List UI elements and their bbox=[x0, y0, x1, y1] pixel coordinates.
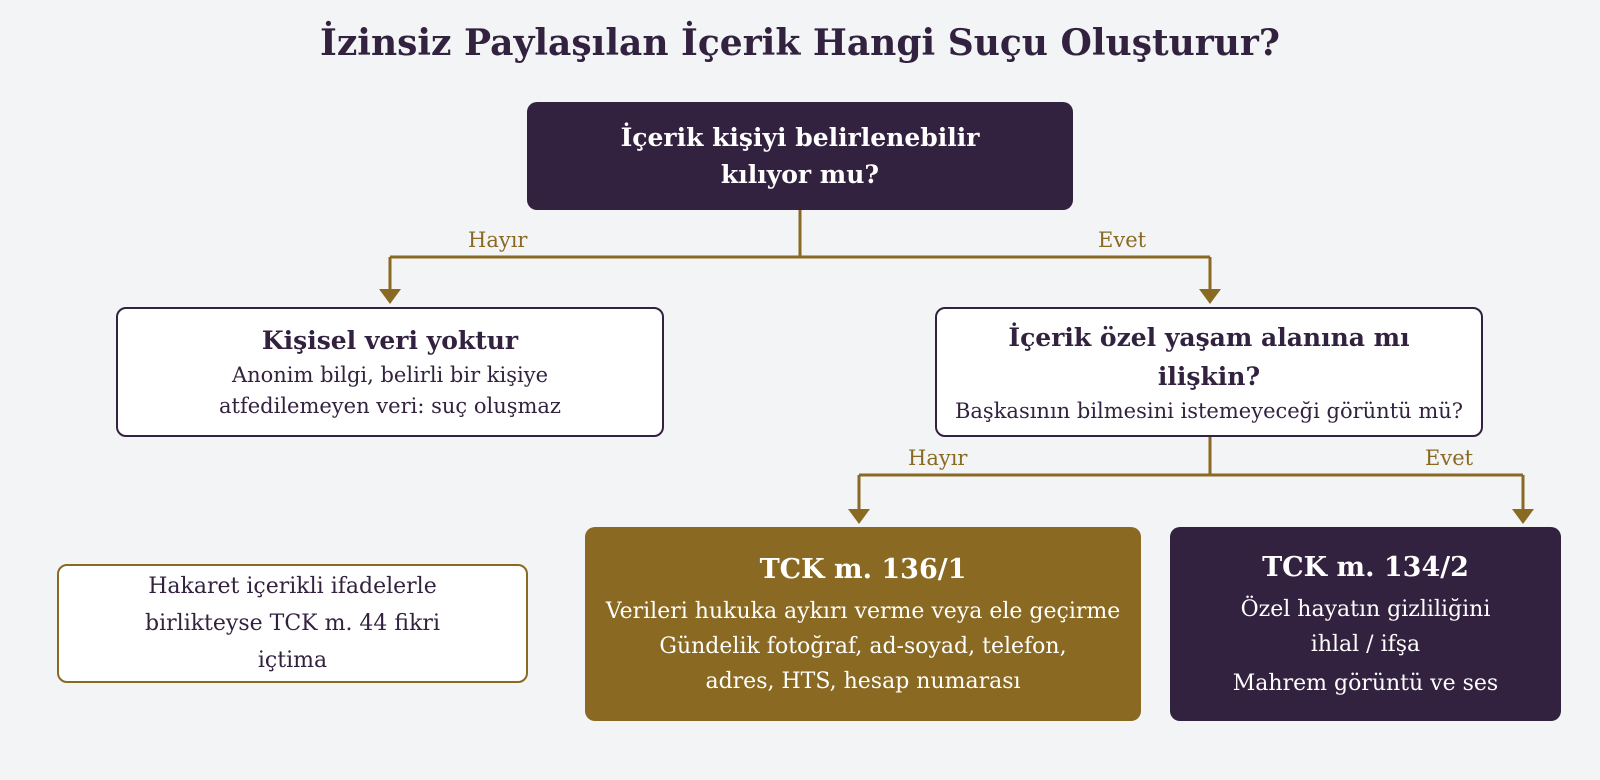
root-question-node bbox=[527, 102, 1073, 210]
note-text: Hakaret içerikli ifadelerle birlikteyse TCK m. 44 fikri içtima bbox=[145, 574, 440, 673]
arrow-no-data bbox=[379, 289, 401, 304]
branch-label-privacy-no: Hayır bbox=[908, 446, 968, 470]
tck-134-node bbox=[1170, 527, 1561, 721]
tck-136-node bbox=[585, 527, 1141, 721]
no-personal-data-title: Kişisel veri yoktur bbox=[261, 326, 519, 355]
branch-label-root-yes: Evet bbox=[1098, 228, 1147, 252]
arrow-tck134 bbox=[1512, 509, 1534, 524]
tck-136-examples: Gündelik fotoğraf, ad-soyad, telefon, adres, HTS, hesap numarası bbox=[659, 633, 1067, 694]
arrow-tck136 bbox=[848, 509, 870, 524]
note-box bbox=[57, 564, 528, 683]
privacy-question-title: İçerik özel yaşam alanına mı ilişkin? bbox=[1008, 322, 1410, 391]
no-personal-data-description: Anonim bilgi, belirli bir kişiye atfedilemeyen veri: suç oluşmaz bbox=[219, 363, 561, 418]
diagram-title: İzinsiz Paylaşılan İçerik Hangi Suçu Oluşturur? bbox=[319, 22, 1280, 64]
tck-136-description: Verileri hukuka aykırı verme veya ele geçirme bbox=[605, 598, 1121, 624]
tck-134-description: Özel hayatın gizliliğini ihlal / ifşa bbox=[1240, 596, 1491, 657]
branch-label-root-no: Hayır bbox=[468, 228, 528, 252]
arrow-privacy bbox=[1199, 289, 1221, 304]
tck-134-examples: Mahrem görüntü ve ses bbox=[1232, 670, 1499, 696]
branch-label-privacy-yes: Evet bbox=[1425, 446, 1474, 470]
tck-136-title: TCK m. 136/1 bbox=[759, 553, 967, 585]
root-question-text: İçerik kişiyi belirlenebilir kılıyor mu? bbox=[620, 123, 980, 189]
no-personal-data-node bbox=[116, 307, 664, 437]
tck-134-title: TCK m. 134/2 bbox=[1262, 551, 1469, 583]
privacy-question-node bbox=[935, 307, 1483, 437]
privacy-question-description: Başkasının bilmesini istemeyeceği görüntü mü? bbox=[954, 398, 1464, 423]
